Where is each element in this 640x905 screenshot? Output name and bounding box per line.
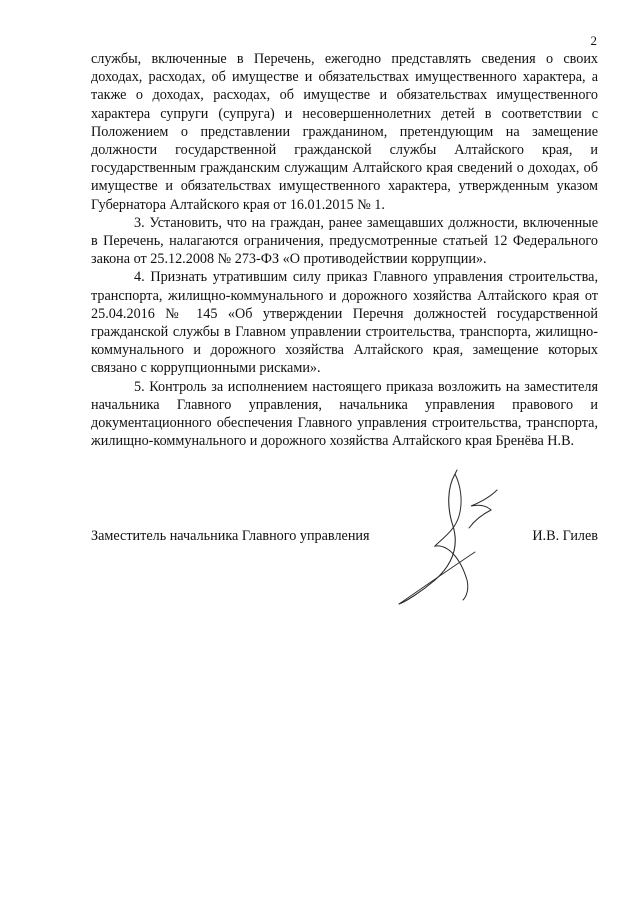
paragraph-item-5: 5. Контроль за исполнением настоящего приказа возложить на заместителя начальника Главного управления, начальника управления правового и документационного обеспечения Главного управления строительства, транспорта, жилищно-коммунального и дорожного хозяйства Алтайского края Бренёва Н.В.: [91, 378, 598, 450]
handwritten-signature: [395, 468, 510, 608]
page-number: 2: [590, 33, 597, 48]
paragraph-item-3: 3. Установить, что на граждан, ранее замещавших должности, включенные в Перечень, налагаются ограничения, предусмотренные статьей 12 Федерального закона от 25.12.2008 № 273-ФЗ «О противодействии коррупции».: [91, 214, 598, 268]
signer-position: Заместитель начальника Главного управления: [91, 528, 370, 544]
paragraph-item-4: 4. Признать утратившим силу приказ Главного управления строительства, транспорта, жилищно-коммунального и дорожного хозяйства Алтайского края от 25.04.2016 № 145 «Об утверждении Перечня должностей государственной гражданской службы в Главном управлении строительства, транспорта, жилищно-коммунального и дорожного хозяйства Алтайского края, замещение которых связано с коррупционными рисками».: [91, 269, 598, 377]
document-body: [91, 50, 598, 450]
paragraph-continuation: службы, включенные в Перечень, ежегодно представлять сведения о своих доходах, расходах, об имуществе и обязательствах имущественного характера, а также о доходах, расходах, об имуществе и обязательствах имущественного характера супруги (супруга) и несовершеннолетних детей в соответствии с Положением о представлении гражданином, претендующим на замещение должности государственной гражданской службы Алтайского края, и государственным гражданским служащим Алтайского края сведений о доходах, об имуществе и обязательствах имущественного характера, утвержденным указом Губернатора Алтайского края от 16.01.2015 № 1.: [91, 51, 598, 213]
signer-name: И.В. Гилев: [532, 528, 598, 544]
